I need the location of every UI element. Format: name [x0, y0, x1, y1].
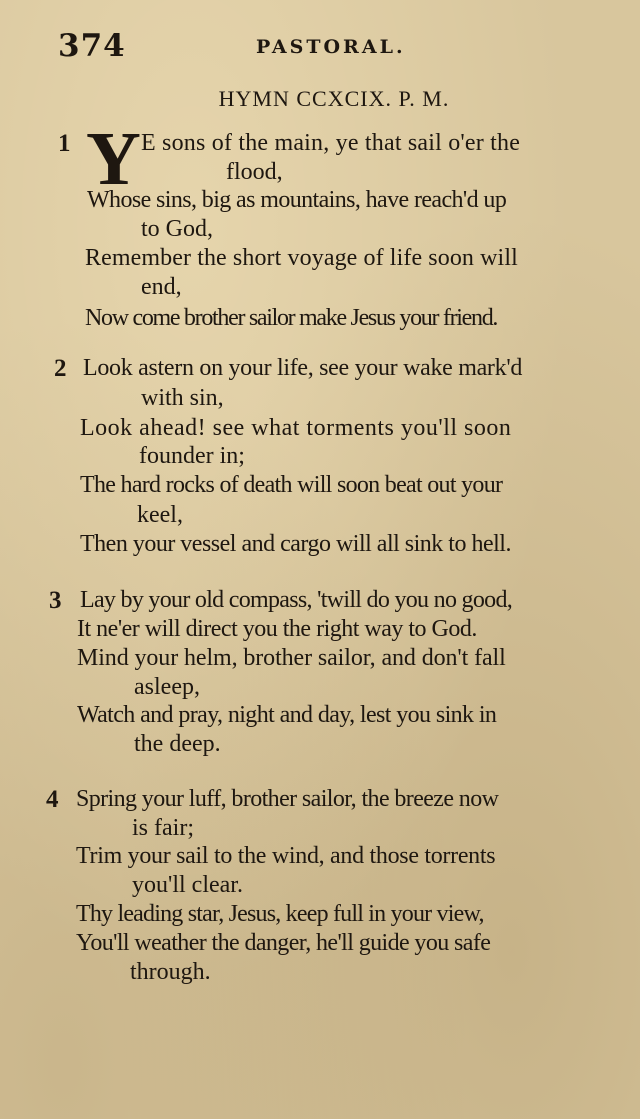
verse-line: Whose sins, big as mountains, have reach'd up	[87, 187, 507, 213]
stanza-number: 3	[49, 587, 62, 614]
hymn-title	[0, 86, 640, 112]
verse-line: to God,	[141, 216, 213, 242]
drop-cap: Y	[86, 117, 141, 201]
verse-line: E sons of the main, ye that sail o'er the	[141, 130, 521, 156]
verse-line: Remember the short voyage of life soon will	[85, 245, 518, 271]
verse-line: Spring your luff, brother sailor, the breeze now	[76, 786, 499, 812]
verse-line: the deep.	[134, 731, 221, 757]
verse-line: Look ahead! see what torments you'll soon	[80, 415, 512, 441]
verse-line: asleep,	[134, 674, 200, 700]
verse-line: Mind your helm, brother sailor, and don't fall	[77, 645, 506, 671]
verse-line: flood,	[226, 159, 283, 185]
hymn-title-text: HYMN CCXCIX. P. M.	[218, 86, 450, 111]
running-title: PASTORAL.	[256, 36, 406, 58]
verse-line: keel,	[137, 502, 183, 528]
verse-line: end,	[141, 274, 182, 300]
verse-line: Look astern on your life, see your wake mark'd	[83, 355, 523, 381]
verse-line: is fair;	[132, 815, 194, 841]
verse-line: Trim your sail to the wind, and those torrents	[76, 843, 496, 869]
stanza-number: 2	[54, 355, 67, 382]
verse-line: Watch and pray, night and day, lest you sink in	[77, 702, 497, 728]
page-number: 374	[58, 28, 126, 64]
verse-line: with sin,	[141, 385, 224, 411]
verse-line: you'll clear.	[132, 872, 243, 898]
verse-line: Then your vessel and cargo will all sink to hell.	[80, 531, 511, 557]
verse-line: through.	[130, 959, 211, 985]
verse-line: Thy leading star, Jesus, keep full in your view,	[76, 901, 484, 927]
verse-line: Lay by your old compass, 'twill do you no good,	[80, 587, 513, 613]
verse-line: You'll weather the danger, he'll guide you safe	[76, 930, 491, 956]
stanza-number: 4	[46, 786, 59, 813]
stanza-number: 1	[58, 130, 71, 157]
verse-line: It ne'er will direct you the right way to God.	[77, 616, 477, 642]
verse-line: Now come brother sailor make Jesus your friend.	[85, 305, 498, 331]
verse-line: The hard rocks of death will soon beat out your	[80, 472, 503, 498]
page-header	[58, 28, 618, 68]
verse-line: founder in;	[139, 443, 245, 469]
